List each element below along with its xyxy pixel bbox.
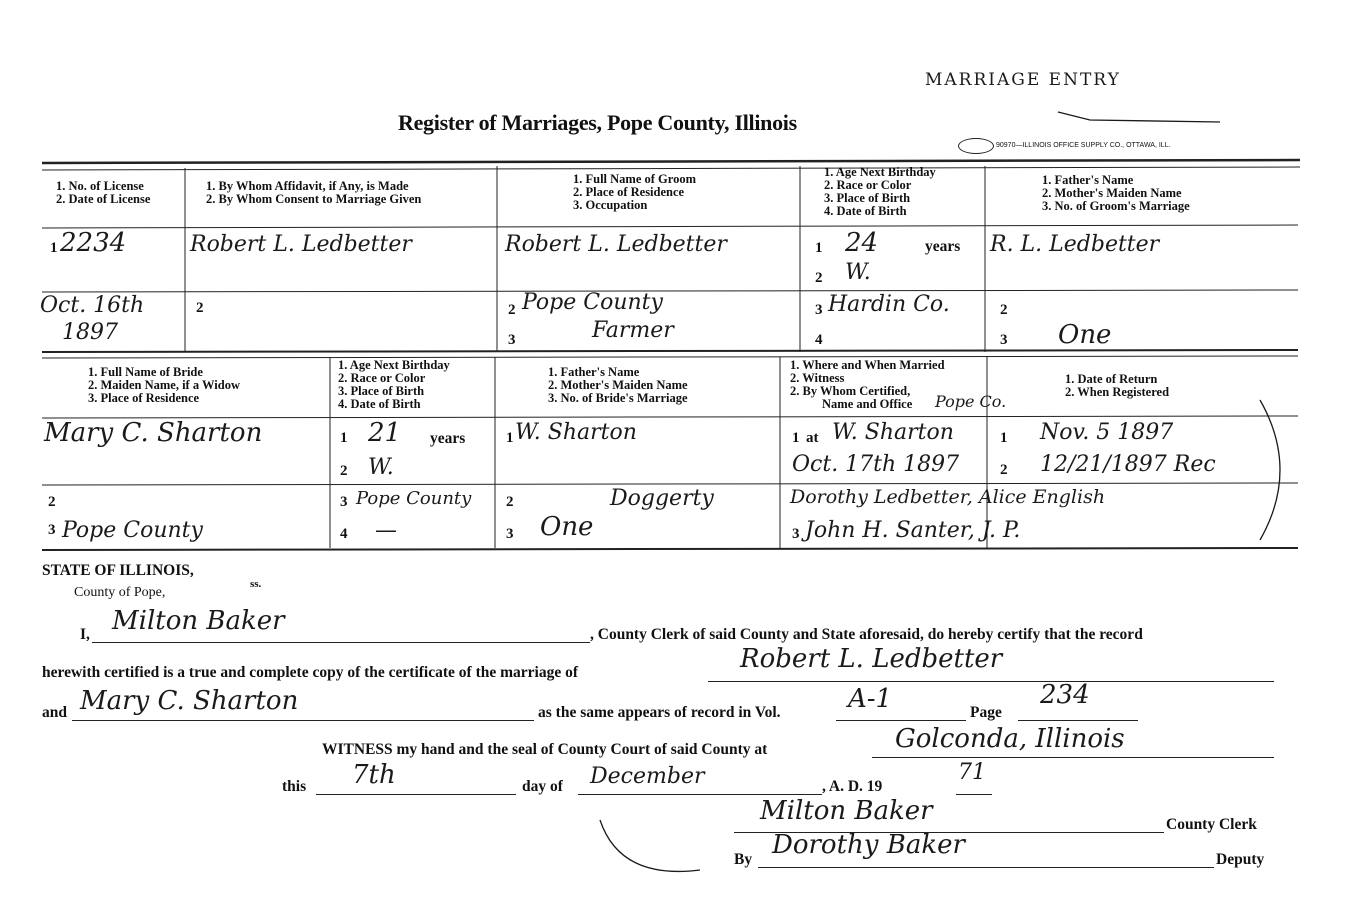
state-label: STATE OF ILLINOIS, bbox=[42, 562, 194, 579]
page-label: Page bbox=[970, 704, 1002, 721]
certificate-line-3: as the same appears of record in Vol. bbox=[538, 704, 781, 721]
and-label: and bbox=[42, 704, 67, 721]
row-num: 2 bbox=[508, 302, 516, 318]
certificate-bride-name: Mary C. Sharton bbox=[80, 686, 299, 716]
clerk-title: County Clerk bbox=[1166, 816, 1257, 833]
day-of-label: day of bbox=[522, 778, 563, 795]
bride-birthplace: Pope County bbox=[356, 488, 472, 509]
header-return: 1. Date of Return 2. When Registered bbox=[1065, 372, 1170, 399]
license-year: 1897 bbox=[62, 320, 118, 345]
year-line bbox=[956, 794, 992, 795]
clerk-signature: Milton Baker bbox=[760, 796, 933, 826]
groom-father: R. L. Ledbetter bbox=[990, 232, 1160, 257]
at-label: at bbox=[806, 430, 819, 446]
month: December bbox=[590, 764, 705, 789]
married-at: W. Sharton bbox=[832, 420, 954, 445]
witness: Dorothy Ledbetter, Alice English bbox=[790, 486, 1106, 508]
volume: A-1 bbox=[848, 684, 893, 714]
married-at-extra: Pope Co. bbox=[935, 392, 1007, 411]
certificate-line-4: WITNESS my hand and the seal of County Court of said County at bbox=[322, 741, 768, 758]
witness-place: Golconda, Illinois bbox=[895, 724, 1125, 754]
row-num: 3 bbox=[48, 522, 56, 538]
row-num: 3 bbox=[508, 332, 516, 348]
groom-race: W. bbox=[845, 260, 871, 285]
bride-residence: Pope County bbox=[62, 518, 203, 543]
row-num: 1 bbox=[792, 430, 800, 446]
bride-father: W. Sharton bbox=[515, 420, 637, 445]
bride-age: 21 bbox=[368, 418, 402, 448]
groom-name: Robert L. Ledbetter bbox=[505, 232, 727, 257]
bride-name: Mary C. Sharton bbox=[44, 418, 263, 448]
row-num: 3 bbox=[792, 526, 800, 542]
groom-name-line bbox=[708, 681, 1274, 682]
bride-race: W. bbox=[368, 455, 394, 480]
row-num: 3 bbox=[815, 302, 823, 318]
page-title: Register of Marriages, Pope County, Illinois bbox=[398, 110, 797, 135]
deputy-signature-line bbox=[758, 867, 1214, 868]
header-groom-age: 1. Age Next Birthday 2. Race or Color 3. Place of Birth 4. Date of Birth bbox=[824, 165, 936, 218]
row-num: 2 bbox=[1000, 302, 1008, 318]
i-label: I, bbox=[80, 626, 90, 643]
row-num: 4 bbox=[340, 526, 348, 542]
certificate-line-1: , County Clerk of said County and State aforesaid, do hereby certify that the record bbox=[590, 626, 1143, 643]
ad-label: , A. D. 19 bbox=[822, 778, 883, 795]
bride-mother: Doggerty bbox=[610, 486, 714, 511]
page-line bbox=[1018, 720, 1138, 721]
by-label: By bbox=[734, 851, 753, 868]
printer-stamp: 90970—ILLINOIS OFFICE SUPPLY CO., OTTAWA, ILL. bbox=[996, 142, 1171, 149]
row-num: 2 bbox=[1000, 462, 1008, 478]
deputy-signature: Dorothy Baker bbox=[772, 830, 965, 860]
groom-residence: Pope County bbox=[522, 290, 663, 315]
return-date: Nov. 5 1897 bbox=[1040, 420, 1174, 445]
row-num: 1 bbox=[340, 430, 348, 446]
years-label: years bbox=[430, 430, 466, 447]
certificate-groom-name: Robert L. Ledbetter bbox=[740, 644, 1003, 674]
header-groom-father: 1. Father's Name 2. Mother's Maiden Name 3. No. of Groom's Marriage bbox=[1042, 173, 1190, 213]
bride-marriage-number: One bbox=[540, 512, 594, 542]
header-bride: 1. Full Name of Bride 2. Maiden Name, if a Widow 3. Place of Residence bbox=[88, 365, 240, 405]
married-when: Oct. 17th 1897 bbox=[792, 452, 960, 477]
header-bride-father: 1. Father's Name 2. Mother's Maiden Name 3. No. of Bride's Marriage bbox=[548, 365, 688, 405]
year: 71 bbox=[958, 760, 986, 785]
day: 7th bbox=[352, 760, 396, 790]
bride-name-line bbox=[72, 720, 534, 721]
row-num: 3 bbox=[1000, 332, 1008, 348]
clerk-name: Milton Baker bbox=[112, 606, 285, 636]
row-num: 1 bbox=[506, 430, 514, 446]
row-num: 1 bbox=[1000, 430, 1008, 446]
page-number: 234 bbox=[1040, 680, 1090, 710]
place-line bbox=[872, 757, 1274, 758]
row-num: 1 bbox=[815, 240, 823, 256]
row-num: 2 bbox=[48, 494, 56, 510]
row-num: 1 bbox=[50, 240, 58, 256]
certified-by: John H. Santer, J. P. bbox=[805, 518, 1021, 543]
row-num: 2 bbox=[196, 300, 204, 316]
vol-line bbox=[836, 720, 966, 721]
row-num: 2 bbox=[340, 463, 348, 479]
groom-birthplace: Hardin Co. bbox=[828, 292, 950, 317]
row-num: 3 bbox=[340, 494, 348, 510]
row-num: 2 bbox=[506, 494, 514, 510]
bride-birthdate: — bbox=[375, 518, 397, 543]
header-where-married: 1. Where and When Married 2. Witness 2. By Whom Certified, Name and Office bbox=[790, 358, 945, 411]
license-date: Oct. 16th bbox=[40, 293, 145, 318]
header-bride-age: 1. Age Next Birthday 2. Race or Color 3. Place of Birth 4. Date of Birth bbox=[338, 358, 450, 411]
county-label: County of Pope, bbox=[74, 585, 166, 600]
registered-date: 12/21/1897 Rec bbox=[1040, 452, 1216, 477]
groom-marriage-number: One bbox=[1058, 320, 1112, 350]
header-affidavit: 1. By Whom Affidavit, if Any, is Made 2. By Whom Consent to Marriage Given bbox=[206, 179, 422, 206]
printer-logo-icon bbox=[958, 138, 994, 154]
annotation-note: MARRIAGE ENTRY bbox=[925, 70, 1121, 90]
affidavit-by: Robert L. Ledbetter bbox=[190, 232, 412, 257]
groom-occupation: Farmer bbox=[592, 318, 674, 343]
license-number: 2234 bbox=[60, 228, 127, 258]
header-groom: 1. Full Name of Groom 2. Place of Residence 3. Occupation bbox=[573, 172, 697, 212]
clerk-name-line bbox=[92, 642, 590, 643]
groom-age: 24 bbox=[845, 228, 879, 258]
deputy-title: Deputy bbox=[1216, 851, 1265, 868]
years-label: years bbox=[925, 238, 961, 255]
this-label: this bbox=[282, 778, 307, 795]
row-num: 4 bbox=[815, 332, 823, 348]
ss-label: ss. bbox=[250, 578, 262, 590]
certificate-line-2: herewith certified is a true and complete copy of the certificate of the marriage of bbox=[42, 664, 579, 681]
day-line bbox=[316, 794, 516, 795]
header-license: 1. No. of License 2. Date of License bbox=[56, 179, 151, 206]
month-line bbox=[578, 794, 822, 795]
row-num: 2 bbox=[815, 270, 823, 286]
row-num: 3 bbox=[506, 526, 514, 542]
